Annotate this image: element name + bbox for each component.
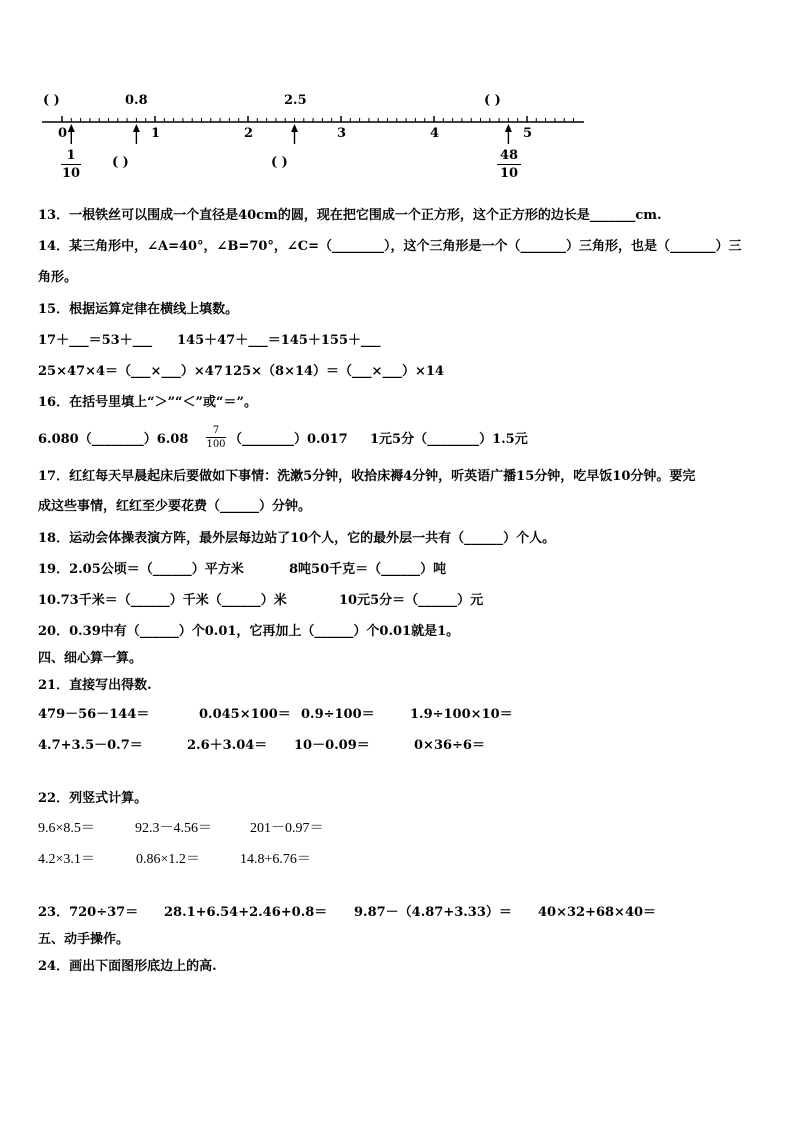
q21-item-1: 479－56－144＝: [38, 707, 150, 722]
question-16-b: （________）0.017: [229, 432, 348, 447]
q23-item-3: 9.87－（4.87+3.33）＝: [354, 905, 512, 920]
q23-item-2: 28.1+6.54+2.46+0.8＝: [164, 905, 328, 920]
tick-number-5: 5: [523, 126, 533, 141]
q22-item-1: 9.6×8.5＝: [38, 821, 95, 836]
tick-number-0: 0: [58, 126, 68, 141]
q21-item-6: 2.6＋3.04＝: [187, 738, 268, 753]
top-blank-1: ( ): [43, 93, 60, 108]
question-14-line1: 14．某三角形中，∠A=40°，∠B=70°，∠C=（________），这个三角形是一个（_______）三角形，也是（_______）三: [38, 239, 742, 254]
q21-item-8: 0×36÷6＝: [414, 738, 485, 753]
question-15-title: 15．根据运算定律在横线上填数。: [38, 302, 239, 317]
section-4-heading: 四、细心算一算。: [38, 651, 143, 666]
question-22-title: 22．列竖式计算。: [38, 791, 148, 806]
q22-item-4: 4.2×3.1＝: [38, 852, 95, 867]
question-17-line1: 17．红红每天早晨起床后要做如下事情：洗漱5分钟，收拾床褥4分钟，听英语广播15分钟，吃早饭10分钟。要完: [38, 469, 696, 484]
question-13: 13．一根铁丝可以围成一个直径是40cm的圆，现在把它围成一个正方形，这个正方形的边长是_______cm.: [38, 208, 662, 223]
q21-item-3: 0.9÷100＝: [301, 707, 375, 722]
question-15-b: 145＋47＋___＝145＋155＋___: [177, 333, 381, 348]
q21-item-7: 10－0.09＝: [294, 738, 370, 753]
q21-item-2: 0.045×100＝: [199, 707, 291, 722]
top-label-0.8: 0.8: [125, 93, 148, 108]
q23-item-4: 40×32+68×40＝: [538, 905, 657, 920]
question-18: 18．运动会体操表演方阵，最外层每边站了10个人，它的最外层一共有（______）个人。: [38, 531, 556, 546]
fraction-48-10: 48 10: [497, 148, 521, 181]
tick-number-4: 4: [430, 126, 440, 141]
q21-item-5: 4.7+3.5－0.7＝: [38, 738, 143, 753]
question-20: 20．0.39中有（______）个0.01，它再加上（______）个0.01就是1。: [38, 624, 460, 639]
bottom-blank-2: ( ): [271, 155, 288, 170]
q22-item-3: 201－0.97＝: [250, 821, 324, 836]
up-arrow-icon: [133, 124, 140, 132]
question-15-a: 17＋___＝53＋___: [38, 333, 153, 348]
question-19-a: 19．2.05公顷＝（______）平方米: [38, 562, 244, 577]
question-19-c: 10.73千米＝（______）千米（______）米: [38, 593, 287, 608]
number-line: [0, 80, 794, 190]
top-blank-2: ( ): [484, 93, 501, 108]
question-19-b: 8吨50千克＝（______）吨: [289, 562, 447, 577]
section-5-heading: 五、动手操作。: [38, 932, 130, 947]
tick-number-1: 1: [151, 126, 161, 141]
bottom-blank-1: ( ): [112, 155, 129, 170]
fraction-7-100: 7 100: [206, 425, 226, 450]
question-16-title: 16．在括号里填上“＞”“＜”或“＝”。: [38, 395, 257, 410]
question-14-line2: 角形。: [38, 270, 78, 285]
q22-item-5: 0.86×1.2＝: [136, 852, 200, 867]
up-arrow-icon: [291, 124, 298, 132]
q23-item-1: 23．720÷37＝: [38, 905, 139, 920]
question-17-line2: 成这些事情，红红至少要花费（______）分钟。: [38, 499, 312, 514]
fraction-1-10: 1 10: [61, 148, 81, 181]
question-15-c: 25×47×4＝（___×___）×47: [38, 364, 223, 379]
question-16-a: 6.080（________）6.08: [38, 432, 189, 447]
question-21-title: 21．直接写出得数.: [38, 678, 152, 693]
q22-item-6: 14.8+6.76＝: [240, 852, 311, 867]
question-24: 24．画出下面图形底边上的高.: [38, 959, 217, 974]
question-15-d: 125×（8×14）＝（___×___）×14: [224, 364, 444, 379]
tick-number-3: 3: [337, 126, 347, 141]
tick-number-2: 2: [244, 126, 254, 141]
up-arrow-icon: [505, 124, 512, 132]
top-label-2.5: 2.5: [284, 93, 307, 108]
up-arrow-icon: [68, 124, 75, 132]
q22-item-2: 92.3－4.56＝: [135, 821, 212, 836]
question-16-c: 1元5分（________）1.5元: [370, 432, 528, 447]
question-19-d: 10元5分＝（______）元: [339, 593, 484, 608]
q21-item-4: 1.9÷100×10＝: [410, 707, 513, 722]
